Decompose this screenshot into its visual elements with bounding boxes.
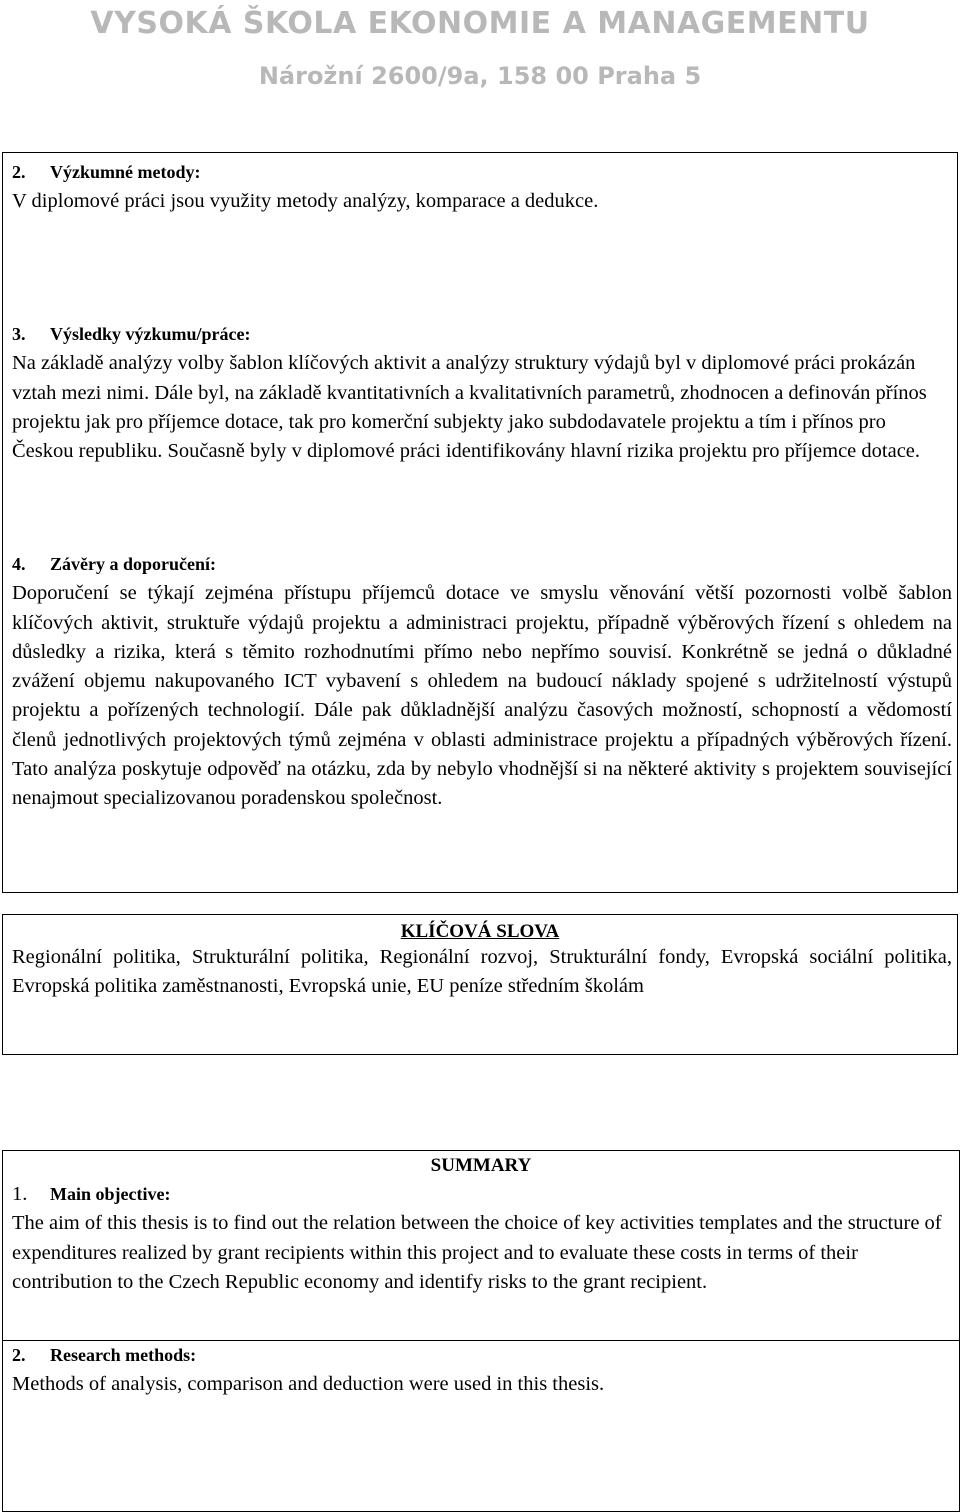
section-title: Výsledky výzkumu/práce: (50, 324, 251, 344)
section-text: The aim of this thesis is to find out the relation between the choice of key activities templates and the structure of expenditures realized by grant recipients within this project and to evaluate these costs in terms of their contribution to the Czech Republic economy and identify risks to the grant recipient. (12, 1212, 942, 1293)
section-heading (12, 320, 952, 349)
section-text: V diplomové práci jsou využity metody analýzy, komparace a dedukce. (12, 190, 599, 213)
section-text: Methods of analysis, comparison and deduction were used in this thesis. (12, 1373, 605, 1396)
section-number: 1. (12, 1183, 28, 1205)
abstract-cz-box (2, 152, 958, 893)
section-heading (12, 550, 952, 579)
keywords-title (3, 917, 957, 946)
section-title: Výzkumné metody: (50, 162, 201, 182)
keywords-box (2, 914, 958, 1055)
keywords-text: Regionální politika, Strukturální politika, Regionální rozvoj, Strukturální fondy, Evropská sociální politika, Evropská politika zaměstnanosti, Evropská unie, EU peníze středním školám (12, 946, 952, 998)
section-objective-en (12, 1180, 952, 1297)
summary-title-text: SUMMARY (430, 1155, 532, 1176)
keywords-title-text: KLÍČOVÁ SLOVA (400, 921, 560, 942)
section-title: Závěry a doporučení: (50, 554, 216, 574)
school-name: VYSOKÁ ŠKOLA EKONOMIE A MANAGEMENTU (90, 6, 870, 41)
section-heading (12, 158, 952, 187)
section-heading (12, 1180, 952, 1209)
section-text: Na základě analýzy volby šablon klíčových aktivit a analýzy struktury výdajů byl v diplomové práci prokázán vztah mezi nimi. Dále byl, na základě kvantitativních a kvalitativních parametrů, zhodnocen a definován přínos projektu jak pro příjemce dotace, tak pro komerční subjekty jako subdodavatele projektu a tím i přínos pro Českou republiku. Současně byly v diplomové práci identifikovány hlavní rizika projektu pro příjemce dotace. (12, 352, 927, 463)
summary-title (3, 1151, 959, 1180)
section-conclusions-cz (12, 550, 952, 814)
section-title: Research methods: (50, 1345, 197, 1365)
section-number: 4. (12, 554, 26, 574)
section-title: Main objective: (50, 1184, 171, 1204)
section-text: Doporučení se týkají zejména přístupu příjemců dotace ve smyslu věnování větší pozornosti volbě šablon klíčových aktivit, struktuře výdajů projektu a administraci projektu, případně výběrových řízení s ohledem na důsledky a rizika, která s těmito rozhodnutími přímo nebo nepřímo souvisí. Konkrétně se jedná o důkladné zvážení objemu nakupovaného ICT vybavení s ohledem na budoucí náklady spojené s udržitelností výstupů projektu a pořízených technologií. Dále pak důkladnější analýzu časových možností, schopností a vědomostí členů jednotlivých projektových týmů zejména v oblasti administrace projektu a případných výběrových řízení. Tato analýza poskytuje odpověď na otázku, zda by nebylo vhodnější si na některé aktivity s projektem související nenajmout specializovanou poradenskou společnost. (12, 582, 952, 810)
section-number: 2. (12, 1345, 26, 1365)
section-heading (12, 1341, 952, 1370)
section-number: 3. (12, 324, 26, 344)
section-methods-en (12, 1341, 952, 1400)
section-number: 2. (12, 162, 26, 182)
summary-box (2, 1150, 960, 1512)
section-results-cz (12, 320, 952, 466)
school-address: Nárožní 2600/9a, 158 00 Praha 5 (258, 62, 702, 90)
section-methods-cz (12, 158, 952, 217)
